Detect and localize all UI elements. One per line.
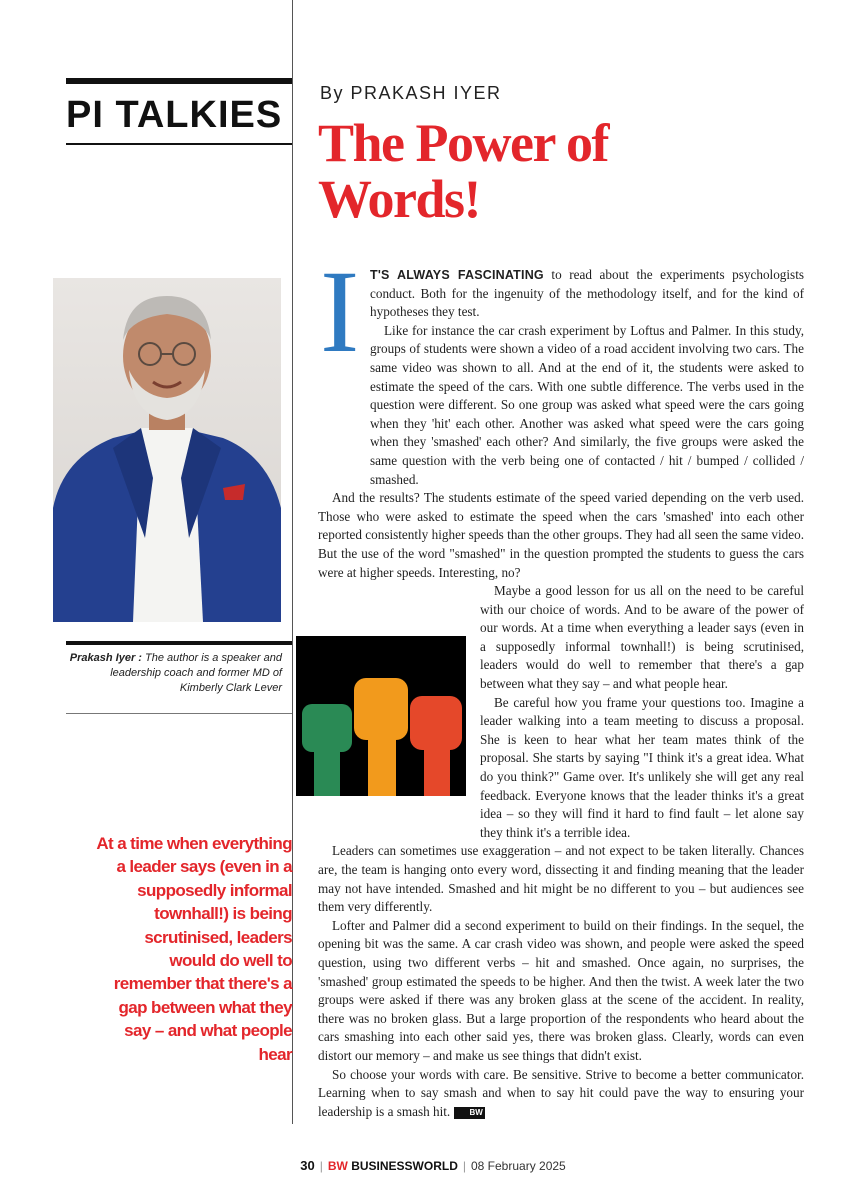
caption-bottom-rule	[66, 713, 292, 714]
endmark-icon: BW	[454, 1107, 485, 1119]
footer-brand-name: BUSINESSWORLD	[351, 1159, 458, 1173]
paragraph-6: Leaders can sometimes use exaggeration – and not expect to be taken literally. Chances are, the team is hanging onto every word, dissecting it and finding meaning that the leader may not have intended. Smashed and hit might be no different to you – but audiences see them very differently.	[318, 843, 804, 915]
section-rule	[66, 78, 292, 84]
paragraph-1	[318, 266, 804, 322]
paragraph-7: Lofter and Palmer did a second experiment to build on their findings. In the sequel, the opening bit was the same. A car crash video was shown, and people were asked the speed question, using two different verbs – hit and smashed. Once again, no surprises, the 'smashed' group estimated the speeds to be higher. And then the twist. A week later the two groups were asked if there was any broken glass at the scene of the accident. In reality, there was no broken glass. But a large proportion of the respondents who heard about the cars smashing into each other said yes, there was broken glass. Clearly, words can even distort our memory – and make us see things that didn't exist.	[318, 917, 804, 1063]
page-footer: 30 | BW BUSINESSWORLD | 08 February 2025	[300, 1158, 566, 1173]
page-number: 30	[300, 1158, 315, 1173]
paragraph-4: Maybe a good lesson for us all on the need to be careful with our choice of words. And to be aware of the power of our words. At a time when everything a leader says (even in a supposedly informal townhall!) is being scrutinised, leaders would do well to remember that there's a gap between what they say – and what people hear.	[480, 583, 804, 692]
footer-brand-bw: BW	[327, 1159, 348, 1173]
paragraph-3: And the results? The students estimate of the speed varied depending on the verb used. Those who were asked to estimate the speed when the cars 'smashed' into each other reported consistently higher speeds than the other groups. They had all seen the same video. But the use of the word "smashed" in the question prompted the students to guess the cars were at higher speeds. Interesting, no?	[318, 490, 804, 580]
footer-date: 08 February 2025	[471, 1159, 566, 1173]
section-title: PI TALKIES	[66, 94, 283, 136]
photo-caption	[66, 651, 282, 696]
paragraph-5: Be careful how you frame your questions too. Imagine a leader walking into a team meeting to discuss a proposal. She is keen to hear what her team mates think of the proposal. She starts by saying "I think it's a great idea. What do you think?" Game over. It's unlikely she will get any real feedback. Everyone knows that the leader thinks it's a great idea – so they will find it hard to find fault – let alone say they think it's a terrible idea.	[480, 694, 804, 840]
paragraph-8-text: So choose your words with care. Be sensitive. Strive to become a better communicator. Learning when to say smash and when to say hit could pave the way to ensuring your leadership is a smash hit.	[318, 1066, 804, 1119]
paragraph-2: Like for instance the car crash experiment by Loftus and Palmer. In this study, groups of students were shown a video of a road accident involving two cars. The same video was shown to all. And at the end of it, the students were asked to estimate the speed of the cars. With one subtle difference. The verbs used in the question were different. So one group was asked what speed were the cars going when they 'hit' each other. Another was asked what speed were the cars going when they 'smashed' each other? And similarly, the five groups were asked the same question with the verb being one of contacted / hit / bumped / collided / smashed.	[370, 322, 804, 487]
headline: The Power of Words!	[318, 113, 608, 229]
author-photo-illustration	[53, 278, 281, 622]
author-photo	[53, 278, 281, 622]
column-divider	[292, 0, 293, 1124]
paragraph-8	[318, 1066, 804, 1122]
caption-text: The author is a speaker and leadership coach and former MD of Kimberly Clark Lever	[110, 652, 282, 694]
pull-quote: At a time when everything a leader says (even in a supposedly informal townhall!) is being scrutinised, leaders would do well to remember that there's a gap between what they say – and what people hear	[96, 834, 292, 1064]
caption-rule	[66, 641, 292, 645]
drop-cap: I	[320, 246, 360, 377]
section-underline	[66, 143, 292, 145]
caption-name: Prakash Iyer :	[69, 652, 142, 664]
paragraph-1-text: to read about the experiments psychologists conduct. Both for the ingenuity of the methodology itself, and for the kind of hypotheses they test.	[370, 267, 804, 320]
lead-caps: T'S ALWAYS FASCINATING	[370, 268, 544, 282]
byline: By PRAKASH IYER	[320, 83, 502, 103]
article-body	[318, 246, 804, 1121]
